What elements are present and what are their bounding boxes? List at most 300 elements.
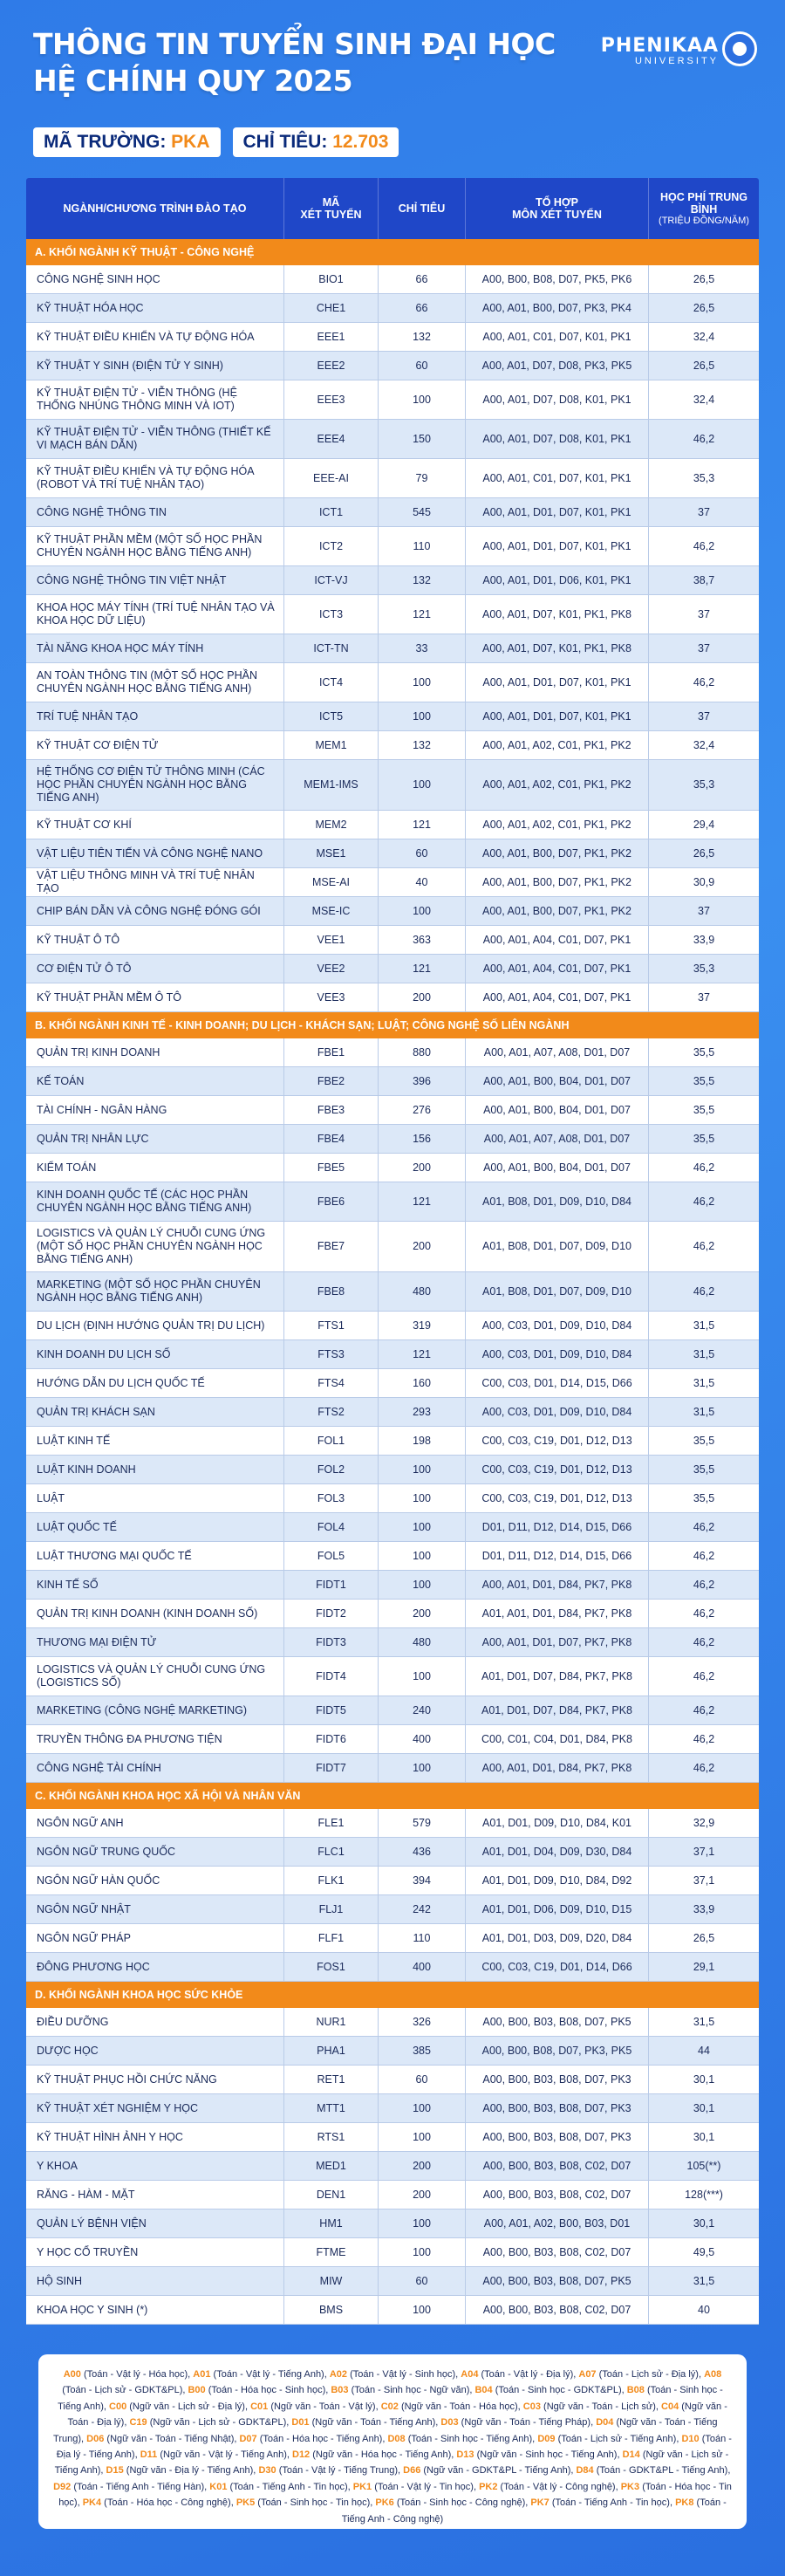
section-header: B. KHỐI NGÀNH KINH TẾ - KINH DOANH; DU LỊCH - KHÁCH SẠN; LUẬT; CÔNG NGHỆ SỐ LIÊN NGÀNH bbox=[26, 1012, 759, 1038]
table-row bbox=[26, 380, 759, 420]
col-header-fee-line2: (TRIỆU ĐỒNG/NĂM) bbox=[659, 216, 749, 226]
table-row bbox=[26, 498, 759, 527]
program-quota: 132 bbox=[379, 323, 466, 351]
program-quota: 132 bbox=[379, 731, 466, 759]
table-row bbox=[26, 663, 759, 702]
program-fee: 29,4 bbox=[693, 818, 715, 831]
program-code: BMS bbox=[284, 2296, 379, 2324]
program-name: NGÔN NGỮ HÀN QUỐC bbox=[26, 1867, 284, 1894]
program-code: FOL3 bbox=[284, 1484, 379, 1512]
program-code: FBE4 bbox=[284, 1125, 379, 1153]
col-header-program bbox=[26, 178, 284, 239]
program-fee: 31,5 bbox=[693, 1319, 715, 1332]
program-quota: 100 bbox=[379, 1657, 466, 1696]
program-quota: 121 bbox=[379, 1182, 466, 1221]
legend-code: D12 bbox=[292, 2449, 311, 2461]
legend-desc: (Ngữ văn - Lịch sử - GDKT&PL), bbox=[149, 2417, 292, 2429]
table-row bbox=[26, 2008, 759, 2037]
program-combo: C00, C03, C19, D01, D12, D13 bbox=[466, 1427, 649, 1455]
legend-code: D03 bbox=[440, 2417, 459, 2429]
program-code: FIDT2 bbox=[284, 1600, 379, 1627]
program-fee: 35,5 bbox=[693, 1103, 715, 1116]
program-quota: 100 bbox=[379, 1484, 466, 1512]
program-name: CÔNG NGHỆ THÔNG TIN bbox=[26, 498, 284, 526]
program-quota: 394 bbox=[379, 1867, 466, 1894]
program-fee: 46,2 bbox=[693, 1520, 715, 1533]
table-row bbox=[26, 459, 759, 498]
program-combo: A00, A01, B00, D07, PK1, PK2 bbox=[466, 897, 649, 925]
program-quota: 121 bbox=[379, 595, 466, 634]
legend-desc: (Toán - Vật lý - Tiếng Trung), bbox=[278, 2465, 404, 2477]
program-name: NGÔN NGỮ NHẬT bbox=[26, 1895, 284, 1923]
legend-desc: (Ngữ văn - Toán - Vật lý), bbox=[270, 2401, 381, 2412]
legend-desc: (Ngữ văn - Toán - Tiếng Pháp), bbox=[461, 2417, 597, 2429]
program-name: KỸ THUẬT ĐIỀU KHIỂN VÀ TỰ ĐỘNG HÓA bbox=[26, 323, 284, 351]
program-combo: A00, A01, A07, A08, D01, D07 bbox=[466, 1038, 649, 1066]
program-code: ICT5 bbox=[284, 702, 379, 730]
legend-code: K01 bbox=[209, 2481, 228, 2492]
legend-desc: (Ngữ văn - Toán - Tiếng Nhật), bbox=[106, 2433, 240, 2444]
program-code: FBE3 bbox=[284, 1096, 379, 1124]
program-fee: 46,2 bbox=[693, 1578, 715, 1591]
program-combo: C00, C03, C19, D01, D12, D13 bbox=[466, 1456, 649, 1483]
program-quota: 385 bbox=[379, 2037, 466, 2065]
program-name: TÀI CHÍNH - NGÂN HÀNG bbox=[26, 1096, 284, 1124]
program-name: CƠ ĐIỆN TỬ Ô TÔ bbox=[26, 955, 284, 983]
program-name: KỸ THUẬT PHỤC HỒI CHỨC NĂNG bbox=[26, 2066, 284, 2093]
program-combo: A01, D01, D07, D84, PK7, PK8 bbox=[466, 1696, 649, 1724]
program-fee: 30,1 bbox=[693, 2130, 715, 2143]
program-code: MTT1 bbox=[284, 2094, 379, 2122]
program-name: KỸ THUẬT Ô TÔ bbox=[26, 926, 284, 954]
program-combo: A00, A01, B00, B04, D01, D07 bbox=[466, 1154, 649, 1182]
program-name: NGÔN NGỮ TRUNG QUỐC bbox=[26, 1838, 284, 1866]
program-fee: 30,9 bbox=[693, 875, 715, 888]
table-row bbox=[26, 1456, 759, 1484]
program-fee: 46,2 bbox=[693, 1285, 715, 1298]
legend-desc: (Toán - Tiếng Anh - Công nghệ) bbox=[341, 2497, 727, 2525]
program-name: KINH TẾ SỐ bbox=[26, 1571, 284, 1599]
program-quota: 436 bbox=[379, 1838, 466, 1866]
program-combo: A00, A01, B00, D07, PK1, PK2 bbox=[466, 839, 649, 867]
legend-desc: (Toán - Hóa học - Tin học), bbox=[58, 2481, 732, 2509]
table-row bbox=[26, 1600, 759, 1628]
program-code: ICT-VJ bbox=[284, 566, 379, 594]
program-quota: 100 bbox=[379, 2296, 466, 2324]
program-combo: A00, A01, D07, D08, K01, PK1 bbox=[466, 380, 649, 419]
program-quota: 200 bbox=[379, 2152, 466, 2180]
table-row bbox=[26, 1657, 759, 1696]
legend-desc: (Ngữ văn - Địa lý - Tiếng Anh), bbox=[126, 2465, 259, 2477]
program-combo: A01, D01, D06, D09, D10, D15 bbox=[466, 1895, 649, 1923]
legend-code: D66 bbox=[403, 2465, 421, 2477]
title-line-2: HỆ CHÍNH QUY 2025 bbox=[33, 64, 353, 98]
table-row bbox=[26, 1867, 759, 1895]
table-row bbox=[26, 1427, 759, 1456]
program-fee: 32,9 bbox=[693, 1816, 715, 1829]
program-code: VEE1 bbox=[284, 926, 379, 954]
table-row bbox=[26, 2296, 759, 2325]
program-name: LOGISTICS VÀ QUẢN LÝ CHUỖI CUNG ỨNG (MỘT SỐ HỌC PHẦN CHUYÊN NGÀNH HỌC BẰNG TIẾNG ANH) bbox=[26, 1222, 284, 1271]
program-code: MSE-IC bbox=[284, 897, 379, 925]
legend-desc: (Toán - Hóa học - Công nghệ), bbox=[104, 2497, 236, 2509]
program-quota: 60 bbox=[379, 352, 466, 380]
legend-code: B04 bbox=[474, 2385, 493, 2396]
program-combo: A00, B00, B08, D07, PK3, PK5 bbox=[466, 2037, 649, 2065]
program-combo: C00, C03, C19, D01, D12, D13 bbox=[466, 1484, 649, 1512]
legend-desc: (Ngữ văn - Toán - Địa lý), bbox=[67, 2401, 727, 2429]
table-row bbox=[26, 2037, 759, 2066]
legend-desc: (Toán - Lịch sử - GDKT&PL), bbox=[62, 2385, 188, 2396]
legend-code: B03 bbox=[331, 2385, 349, 2396]
program-combo: A00, B00, B03, B08, C02, D07 bbox=[466, 2238, 649, 2266]
logo-subtitle: UNIVERSITY bbox=[634, 56, 719, 66]
program-combo: A00, A01, D01, D07, PK7, PK8 bbox=[466, 1628, 649, 1656]
program-fee: 26,5 bbox=[693, 846, 715, 860]
table-row bbox=[26, 702, 759, 731]
table-row bbox=[26, 2123, 759, 2152]
program-quota: 100 bbox=[379, 380, 466, 419]
program-combo: A00, A01, A07, A08, D01, D07 bbox=[466, 1125, 649, 1153]
program-quota: 100 bbox=[379, 760, 466, 810]
legend-desc: (Ngữ văn - Lịch sử - Địa lý), bbox=[129, 2401, 251, 2412]
program-combo: A00, A01, D01, D07, K01, PK1 bbox=[466, 498, 649, 526]
program-combo: A00, A01, B00, B04, D01, D07 bbox=[466, 1067, 649, 1095]
legend-desc: (Toán - Vật lý - Sinh học), bbox=[350, 2369, 461, 2380]
program-quota: 33 bbox=[379, 634, 466, 662]
program-fee: 40 bbox=[698, 2303, 710, 2316]
program-name: KIỂM TOÁN bbox=[26, 1154, 284, 1182]
legend-code: PK4 bbox=[82, 2497, 102, 2509]
program-name: LUẬT KINH TẾ bbox=[26, 1427, 284, 1455]
col-header-code bbox=[284, 178, 379, 239]
legend-code: PK2 bbox=[479, 2481, 498, 2492]
table-row bbox=[26, 1838, 759, 1867]
legend-desc: (Toán - Vật lý - Công nghệ), bbox=[500, 2481, 621, 2492]
col-header-combo-line1: TỔ HỢP bbox=[536, 196, 578, 209]
program-name: TRÍ TUỆ NHÂN TẠO bbox=[26, 702, 284, 730]
legend-desc: (Toán - Sinh học - Ngữ văn), bbox=[351, 2385, 475, 2396]
program-name: DU LỊCH (ĐỊNH HƯỚNG QUẢN TRỊ DU LỊCH) bbox=[26, 1312, 284, 1339]
table-row bbox=[26, 868, 759, 897]
table-row bbox=[26, 1222, 759, 1272]
legend-code: D11 bbox=[140, 2449, 158, 2461]
program-name: KỸ THUẬT ĐIỀU KHIỂN VÀ TỰ ĐỘNG HÓA (ROBOT VÀ TRÍ TUỆ NHÂN TẠO) bbox=[26, 459, 284, 497]
legend-code: A08 bbox=[704, 2369, 722, 2380]
program-name: CÔNG NGHỆ THÔNG TIN VIỆT NHẬT bbox=[26, 566, 284, 594]
program-code: FLK1 bbox=[284, 1867, 379, 1894]
program-combo: C00, C03, D01, D14, D15, D66 bbox=[466, 1369, 649, 1397]
legend-desc: (Toán - Sinh học - Công nghệ), bbox=[396, 2497, 531, 2509]
quota-value: 12.703 bbox=[332, 132, 389, 152]
table-row bbox=[26, 731, 759, 760]
program-name: Y KHOA bbox=[26, 2152, 284, 2180]
program-fee: 37 bbox=[698, 505, 710, 518]
program-quota: 150 bbox=[379, 420, 466, 458]
program-code: FBE5 bbox=[284, 1154, 379, 1182]
program-quota: 156 bbox=[379, 1125, 466, 1153]
program-code: MIW bbox=[284, 2267, 379, 2295]
program-name: CHIP BÁN DẪN VÀ CÔNG NGHỆ ĐÓNG GÓI bbox=[26, 897, 284, 925]
program-combo: A00, A01, B00, D07, PK3, PK4 bbox=[466, 294, 649, 322]
program-quota: 100 bbox=[379, 663, 466, 702]
table-row bbox=[26, 1340, 759, 1369]
program-combo: A01, D01, D03, D09, D20, D84 bbox=[466, 1924, 649, 1952]
legend-desc: (Ngữ văn - Sinh học - Tiếng Anh), bbox=[476, 2449, 623, 2461]
program-name: ĐIỀU DƯỠNG bbox=[26, 2008, 284, 2036]
legend-code: PK8 bbox=[675, 2497, 694, 2509]
program-name: KỸ THUẬT CƠ KHÍ bbox=[26, 811, 284, 839]
program-name: RĂNG - HÀM - MẶT bbox=[26, 2181, 284, 2209]
program-combo: A00, A01, D01, D84, PK7, PK8 bbox=[466, 1571, 649, 1599]
legend-code: PK6 bbox=[375, 2497, 394, 2509]
program-name: ĐÔNG PHƯƠNG HỌC bbox=[26, 1953, 284, 1981]
program-fee: 35,5 bbox=[693, 1045, 715, 1058]
title-line-1: THÔNG TIN TUYỂN SINH ĐẠI HỌC bbox=[33, 27, 556, 61]
program-name: LUẬT bbox=[26, 1484, 284, 1512]
legend-code: A04 bbox=[461, 2369, 479, 2380]
program-code: FOS1 bbox=[284, 1953, 379, 1981]
program-quota: 400 bbox=[379, 1725, 466, 1753]
program-combo: A00, A01, A04, C01, D07, PK1 bbox=[466, 983, 649, 1011]
table-row bbox=[26, 323, 759, 352]
legend-desc: (Toán - Vật lý - Tin học), bbox=[374, 2481, 480, 2492]
legend-desc: (Toán - Sinh học - Tin học), bbox=[257, 2497, 376, 2509]
program-quota: 100 bbox=[379, 2238, 466, 2266]
program-combo: A00, A01, B00, B04, D01, D07 bbox=[466, 1096, 649, 1124]
program-code: RTS1 bbox=[284, 2123, 379, 2151]
program-quota: 242 bbox=[379, 1895, 466, 1923]
program-fee: 31,5 bbox=[693, 1405, 715, 1418]
program-name: TÀI NĂNG KHOA HỌC MÁY TÍNH bbox=[26, 634, 284, 662]
program-fee: 46,2 bbox=[693, 1549, 715, 1562]
col-header-quota-label: CHỈ TIÊU bbox=[398, 202, 446, 215]
program-name: THƯƠNG MẠI ĐIỆN TỬ bbox=[26, 1628, 284, 1656]
program-name: VẬT LIỆU TIÊN TIẾN VÀ CÔNG NGHỆ NANO bbox=[26, 839, 284, 867]
legend-code: PK1 bbox=[352, 2481, 372, 2492]
legend-code: B08 bbox=[626, 2385, 645, 2396]
program-quota: 200 bbox=[379, 1154, 466, 1182]
legend-code: D13 bbox=[456, 2449, 474, 2461]
program-combo: A00, A01, D01, D07, K01, PK1 bbox=[466, 527, 649, 565]
table-row bbox=[26, 1953, 759, 1982]
program-name: MARKETING (MỘT SỐ HỌC PHẦN CHUYÊN NGÀNH HỌC BẰNG TIẾNG ANH) bbox=[26, 1272, 284, 1311]
program-fee: 35,5 bbox=[693, 1463, 715, 1476]
program-fee: 46,2 bbox=[693, 1761, 715, 1774]
program-code: FTS2 bbox=[284, 1398, 379, 1426]
program-quota: 293 bbox=[379, 1398, 466, 1426]
program-code: MSE-AI bbox=[284, 868, 379, 896]
program-quota: 200 bbox=[379, 1222, 466, 1271]
program-quota: 100 bbox=[379, 702, 466, 730]
program-fee: 105(**) bbox=[686, 2159, 721, 2172]
header bbox=[33, 26, 757, 157]
program-fee: 35,3 bbox=[693, 471, 715, 484]
program-combo: D01, D11, D12, D14, D15, D66 bbox=[466, 1542, 649, 1570]
program-fee: 44 bbox=[698, 2044, 710, 2057]
logo-name: PHENIKAA bbox=[600, 35, 719, 57]
col-header-fee-line1: HỌC PHÍ TRUNG BÌNH bbox=[660, 191, 747, 216]
table-row bbox=[26, 595, 759, 634]
legend-desc: (Toán - Vật lý - Địa lý), bbox=[481, 2369, 579, 2380]
program-quota: 60 bbox=[379, 2267, 466, 2295]
program-combo: A01, B08, D01, D07, D09, D10 bbox=[466, 1222, 649, 1271]
program-combo: A00, A01, C01, D07, K01, PK1 bbox=[466, 323, 649, 351]
program-quota: 396 bbox=[379, 1067, 466, 1095]
program-quota: 319 bbox=[379, 1312, 466, 1339]
program-code: ICT3 bbox=[284, 595, 379, 634]
table-body bbox=[26, 239, 759, 2325]
program-fee: 46,2 bbox=[693, 1635, 715, 1648]
program-fee: 33,9 bbox=[693, 933, 715, 946]
program-name: LUẬT KINH DOANH bbox=[26, 1456, 284, 1483]
program-code: ICT4 bbox=[284, 663, 379, 702]
legend-desc: (Ngữ văn - Vật lý - Tiếng Anh), bbox=[160, 2449, 292, 2461]
table-row bbox=[26, 1038, 759, 1067]
program-quota: 400 bbox=[379, 1953, 466, 1981]
legend-code: C02 bbox=[380, 2401, 399, 2412]
legend-code: C00 bbox=[109, 2401, 127, 2412]
program-name: LUẬT THƯƠNG MẠI QUỐC TẾ bbox=[26, 1542, 284, 1570]
program-quota: 200 bbox=[379, 983, 466, 1011]
section-header: A. KHỐI NGÀNH KỸ THUẬT - CÔNG NGHỆ bbox=[26, 239, 759, 265]
program-fee: 30,1 bbox=[693, 2216, 715, 2230]
program-fee: 32,4 bbox=[693, 738, 715, 751]
program-code: FOL1 bbox=[284, 1427, 379, 1455]
program-code: FBE6 bbox=[284, 1182, 379, 1221]
program-code: ICT1 bbox=[284, 498, 379, 526]
program-combo: A00, A01, D01, D07, K01, PK1 bbox=[466, 702, 649, 730]
program-combo: A00, B00, B03, B08, C02, D07 bbox=[466, 2181, 649, 2209]
table-row bbox=[26, 2238, 759, 2267]
program-quota: 880 bbox=[379, 1038, 466, 1066]
quota-label: CHỈ TIÊU: bbox=[242, 132, 328, 152]
program-quota: 121 bbox=[379, 955, 466, 983]
program-code: FBE8 bbox=[284, 1272, 379, 1311]
program-fee: 31,5 bbox=[693, 1347, 715, 1360]
program-code: VEE2 bbox=[284, 955, 379, 983]
program-quota: 579 bbox=[379, 1809, 466, 1837]
table-row bbox=[26, 1154, 759, 1182]
program-code: EEE-AI bbox=[284, 459, 379, 497]
legend-code: A01 bbox=[193, 2369, 211, 2380]
program-code: MED1 bbox=[284, 2152, 379, 2180]
legend-desc: (Ngữ văn - Toán - Tiếng Trung), bbox=[53, 2417, 718, 2444]
legend-desc: (Ngữ văn - Hóa học - Tiếng Anh), bbox=[312, 2449, 457, 2461]
program-code: EEE1 bbox=[284, 323, 379, 351]
table-row bbox=[26, 265, 759, 294]
program-fee: 29,1 bbox=[693, 1960, 715, 1973]
program-name: NGÔN NGỮ PHÁP bbox=[26, 1924, 284, 1952]
legend-desc: (Toán - GDKT&PL - Tiếng Anh), bbox=[596, 2465, 731, 2477]
legend-desc: (Toán - Tiếng Anh - Tin học), bbox=[229, 2481, 353, 2492]
program-combo: A00, A01, D07, D08, PK3, PK5 bbox=[466, 352, 649, 380]
school-code-chip bbox=[33, 127, 221, 157]
program-name: Y HỌC CỔ TRUYỀN bbox=[26, 2238, 284, 2266]
table-row bbox=[26, 760, 759, 811]
program-quota: 100 bbox=[379, 1754, 466, 1782]
program-fee: 46,2 bbox=[693, 432, 715, 445]
program-code: EEE2 bbox=[284, 352, 379, 380]
legend-code: C01 bbox=[250, 2401, 269, 2412]
legend-desc: (Toán - Lịch sử - Tiếng Anh), bbox=[557, 2433, 682, 2444]
program-combo: A00, C03, D01, D09, D10, D84 bbox=[466, 1312, 649, 1339]
legend-desc: (Ngữ văn - Lịch sử - Tiếng Anh), bbox=[54, 2449, 729, 2477]
program-name: HỆ THỐNG CƠ ĐIỆN TỬ THÔNG MINH (CÁC HỌC PHẦN CHUYÊN NGÀNH HỌC BẰNG TIẾNG ANH) bbox=[26, 760, 284, 810]
table-row bbox=[26, 1398, 759, 1427]
table-row bbox=[26, 1696, 759, 1725]
table-row bbox=[26, 926, 759, 955]
program-combo: A00, B00, B08, D07, PK5, PK6 bbox=[466, 265, 649, 293]
program-quota: 121 bbox=[379, 811, 466, 839]
program-combo: A00, B00, B03, B08, C02, D07 bbox=[466, 2152, 649, 2180]
program-fee: 26,5 bbox=[693, 301, 715, 314]
table-row bbox=[26, 420, 759, 459]
program-combo: A00, A01, D01, D07, K01, PK1 bbox=[466, 663, 649, 702]
program-combo: A00, B00, B03, B08, D07, PK3 bbox=[466, 2094, 649, 2122]
legend-code: D14 bbox=[622, 2449, 640, 2461]
program-combo: A00, B00, B03, B08, D07, PK5 bbox=[466, 2008, 649, 2036]
program-code: BIO1 bbox=[284, 265, 379, 293]
program-code: DEN1 bbox=[284, 2181, 379, 2209]
program-quota: 100 bbox=[379, 2094, 466, 2122]
program-combo: A00, A01, A02, C01, PK1, PK2 bbox=[466, 811, 649, 839]
legend-desc: (Toán - Địa lý - Tiếng Anh), bbox=[56, 2433, 732, 2461]
program-name: QUẢN TRỊ KINH DOANH bbox=[26, 1038, 284, 1066]
program-quota: 66 bbox=[379, 265, 466, 293]
program-fee: 26,5 bbox=[693, 359, 715, 372]
program-combo: A00, B00, B03, B08, D07, PK3 bbox=[466, 2123, 649, 2151]
col-header-fee bbox=[649, 178, 759, 239]
program-name: QUẢN TRỊ NHÂN LỰC bbox=[26, 1125, 284, 1153]
table-row bbox=[26, 983, 759, 1012]
legend-desc: (Ngữ văn - GDKT&PL - Tiếng Anh), bbox=[423, 2465, 577, 2477]
program-code: FBE7 bbox=[284, 1222, 379, 1271]
program-code: MSE1 bbox=[284, 839, 379, 867]
legend-code: PK3 bbox=[620, 2481, 640, 2492]
table-row bbox=[26, 897, 759, 926]
legend-desc: (Toán - Vật lý - Tiếng Anh), bbox=[213, 2369, 330, 2380]
table-row bbox=[26, 2267, 759, 2296]
legend-code: PK7 bbox=[530, 2497, 550, 2509]
program-name: QUẢN LÝ BỆNH VIỆN bbox=[26, 2209, 284, 2237]
program-code: FTS3 bbox=[284, 1340, 379, 1368]
table-row bbox=[26, 1067, 759, 1096]
program-name: KHOA HỌC MÁY TÍNH (TRÍ TUỆ NHÂN TẠO VÀ KHOA HỌC DỮ LIỆU) bbox=[26, 595, 284, 634]
program-code: FIDT5 bbox=[284, 1696, 379, 1724]
program-quota: 326 bbox=[379, 2008, 466, 2036]
legend-code: D08 bbox=[387, 2433, 406, 2444]
col-header-combo-line2: MÔN XÉT TUYỂN bbox=[512, 209, 602, 221]
program-name: KINH DOANH DU LỊCH SỐ bbox=[26, 1340, 284, 1368]
combo-legend bbox=[38, 2354, 747, 2529]
program-combo: A01, B08, D01, D09, D10, D84 bbox=[466, 1182, 649, 1221]
program-quota: 100 bbox=[379, 1542, 466, 1570]
program-name: LOGISTICS VÀ QUẢN LÝ CHUỖI CUNG ỨNG (LOGISTICS SỐ) bbox=[26, 1657, 284, 1696]
table-row bbox=[26, 1725, 759, 1754]
program-code: VEE3 bbox=[284, 983, 379, 1011]
program-code: CHE1 bbox=[284, 294, 379, 322]
program-code: FIDT4 bbox=[284, 1657, 379, 1696]
table-row bbox=[26, 2094, 759, 2123]
program-fee: 33,9 bbox=[693, 1902, 715, 1915]
program-quota: 240 bbox=[379, 1696, 466, 1724]
table-row bbox=[26, 1628, 759, 1657]
program-name: KỸ THUẬT XÉT NGHIỆM Y HỌC bbox=[26, 2094, 284, 2122]
program-combo: A00, A01, D07, K01, PK1, PK8 bbox=[466, 634, 649, 662]
table-header bbox=[26, 178, 759, 239]
program-name: KỸ THUẬT Y SINH (ĐIỆN TỬ Y SINH) bbox=[26, 352, 284, 380]
